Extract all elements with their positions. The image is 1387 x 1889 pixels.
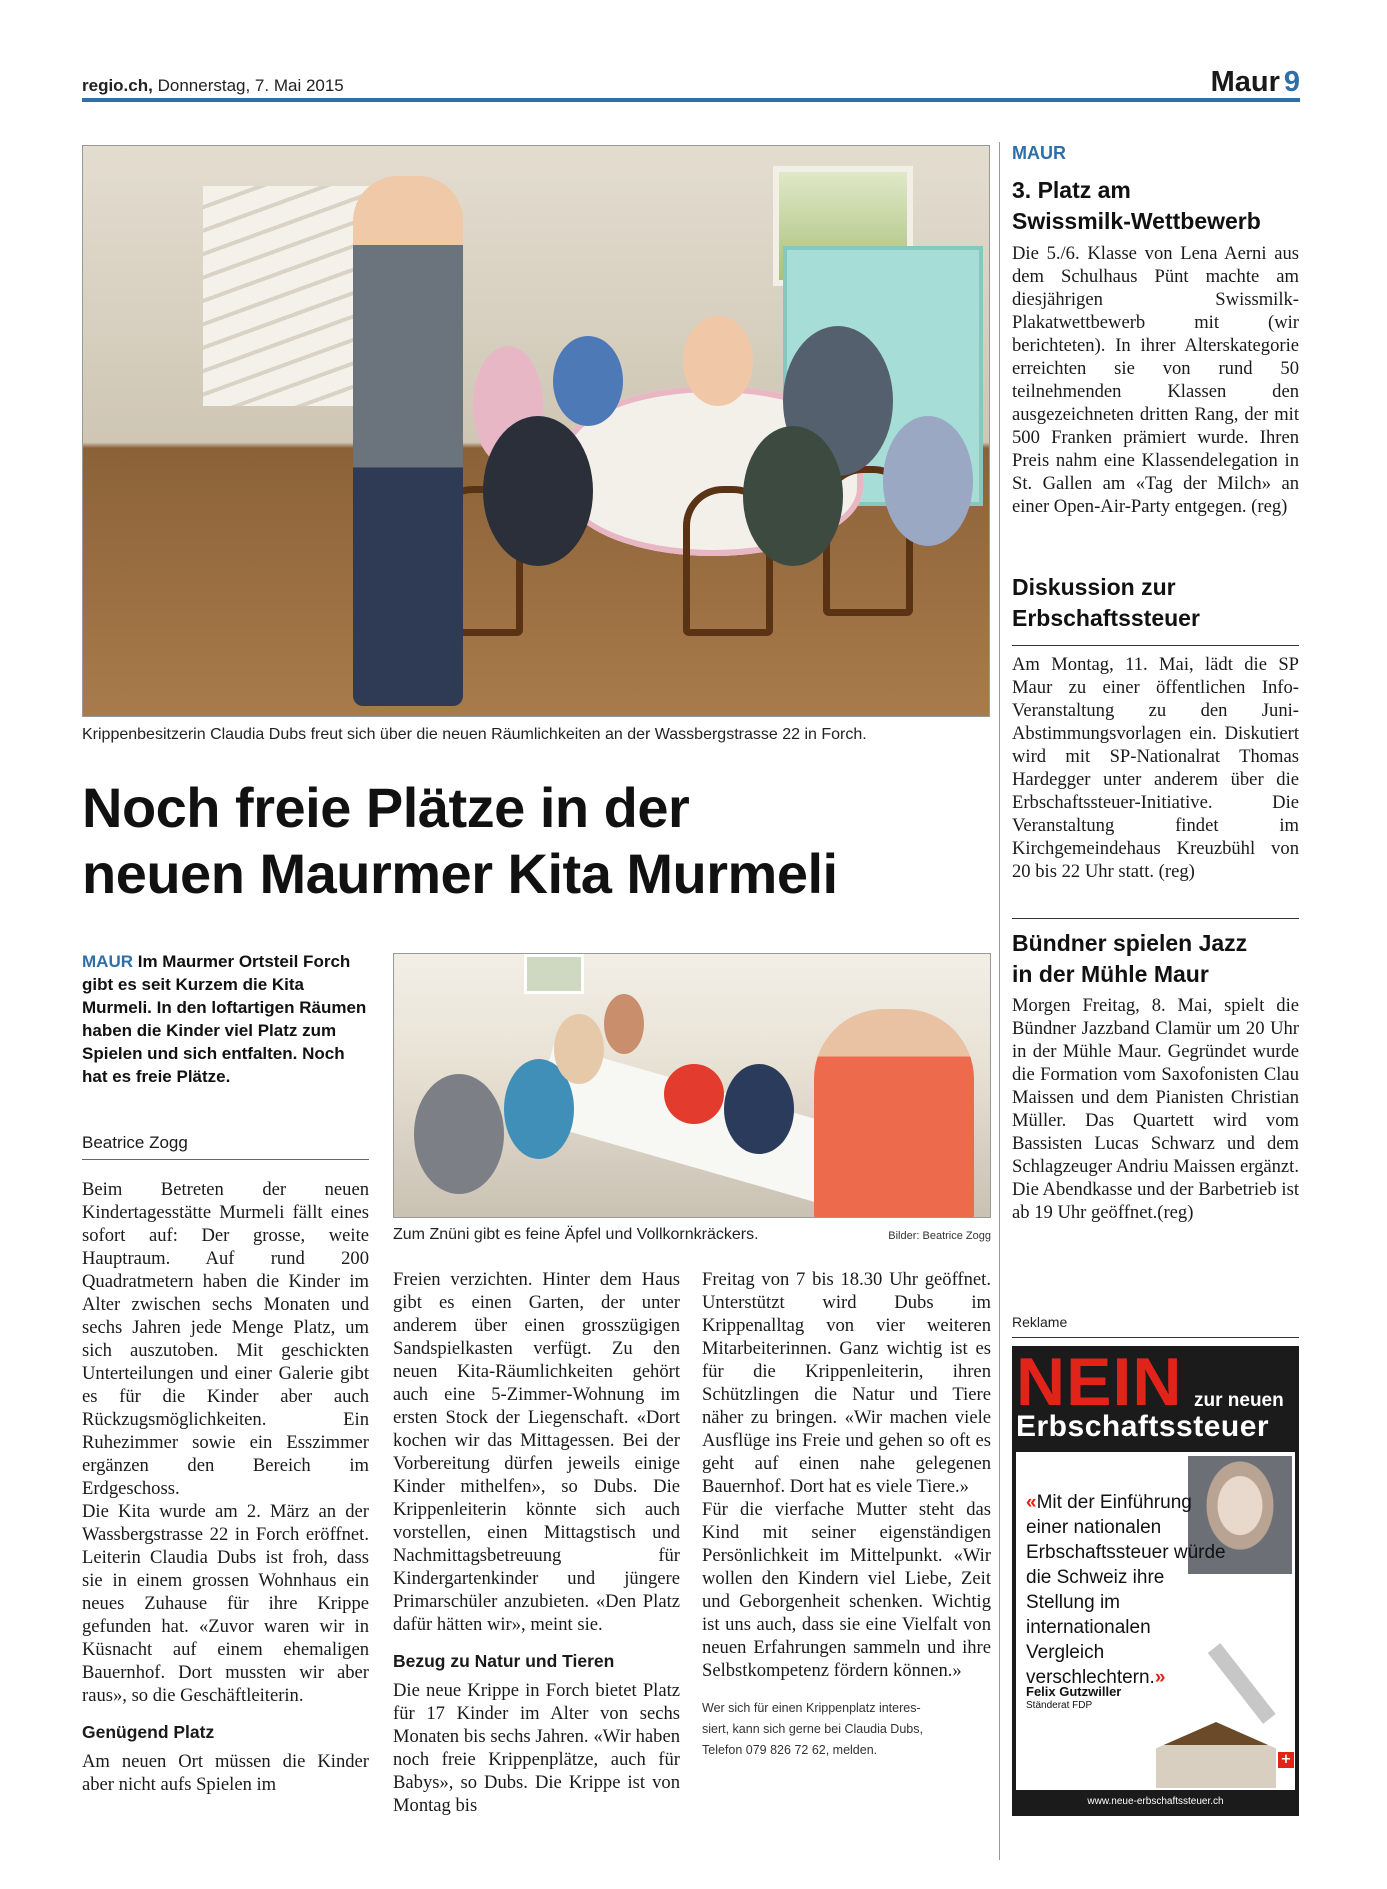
sidebar-item3-title — [1012, 928, 1302, 990]
section-name: Maur — [1210, 66, 1280, 98]
quote-open-icon: « — [1026, 1492, 1037, 1513]
photo-child — [604, 994, 644, 1054]
body-paragraph: Freitag von 7 bis 18.30 Uhr geöffnet. Unterstützt wird Dubs im Krippenalltag von vier weiteren Mitarbeiterinnen. Ganz wichtig ist es für die Krippenleiterin, ihren Schützlingen die Natur und Tiere näher zu bringen. «Wir machen viele Ausflüge ins Freie und gehen so oft es geht auf einen nahe gelegenen Bauernhof. Dort hat es viele Tiere.» — [702, 1269, 991, 1497]
photo-child — [743, 426, 843, 566]
photo-child — [724, 1064, 794, 1154]
body-paragraph: Am neuen Ort müssen die Kinder aber nicht aufs Spielen im — [82, 1751, 369, 1795]
title-line: Bündner spielen Jazz — [1012, 930, 1248, 956]
column-divider — [999, 142, 1000, 1860]
photo-woman — [353, 176, 463, 706]
title-line: Erbschaftssteuer — [1012, 605, 1200, 631]
photo-window — [524, 954, 584, 994]
sidebar-item3-text: Morgen Freitag, 8. Mai, spielt die Bündner Jazzband Clamür um 20 Uhr in der Mühle Maur. Gegründet wurde die Formation vom Saxofonisten Clau Maissen und dem Pianisten Christian Müller. Das Quartett wird vom Bassisten Lucas Schwarz und dem Schlagzeuger Andriu Maissen ergänzt. Die Abendkasse und der Barbetrieb ist ab 19 Uhr geöffnet.(reg) — [1012, 995, 1299, 1223]
body-paragraph: Die Kita wurde am 2. März an der Wassbergstrasse 22 in Forch eröffnet. Leiterin Claudia Dubs ist froh, dass sie in einem grossen Wohnhaus ein neues Zuhause für ihre Krippe gefunden hat. «Zuvor waren wir in Küsnacht auf einem ehemaligen Bauernhof. Dort mussten wir aber raus», so die Geschäftleiterin. — [82, 1501, 369, 1706]
section-page — [1211, 66, 1300, 99]
caption-text: Zum Znüni gibt es feine Äpfel und Vollkornkräckers. — [393, 1226, 759, 1243]
article-headline — [82, 775, 992, 907]
photo-bottle — [664, 1064, 724, 1124]
advertisement — [1012, 1346, 1299, 1816]
contact-line: Telefon 079 826 72 62, melden. — [702, 1743, 878, 1757]
title-line: Diskussion zur — [1012, 574, 1176, 600]
photo-child — [414, 1074, 504, 1194]
main-photo — [82, 145, 990, 717]
title-line: 3. Platz am — [1012, 177, 1131, 203]
photo-teacher — [814, 1009, 974, 1218]
body-paragraph: Beim Betreten der neuen Kindertagesstätte Murmeli fällt eines sofort auf: Der grosse, weite Hauptraum. Auf rund 200 Quadratmetern haben die Kinder im Alter zwischen sechs Monaten und sechs Jahren jede Menge Platz, um sich auszutoben. Mit geschickten Unterteilungen und einer Galerie gibt es für die Kinder aber auch Rückzugsmöglichkeiten. Ein Ruhezimmer sowie ein Esszimmer ergänzen den Bereich im Erdgeschoss. — [82, 1179, 369, 1499]
quote-close-icon: » — [1154, 1667, 1166, 1688]
sidebar-rule — [1012, 918, 1299, 919]
house-icon — [1156, 1722, 1276, 1788]
sidebar-item2-text: Am Montag, 11. Mai, lädt die SP Maur zu einer öffentlichen Info-Veranstaltung zu den Juni-Abstimmungsvorlagen ein. Diskutiert wird mit SP-Nationalrat Thomas Hardegger unter anderem über die Erbschaftssteuer-Initiative. Die Veranstaltung findet im Kirchgemeindehaus Kreuzbühl von 20 bis 22 Uhr statt. (reg) — [1012, 654, 1299, 882]
publication-date — [82, 76, 344, 96]
headline-line-1: Noch freie Plätze in der — [82, 776, 690, 839]
title-line: in der Mühle Maur — [1012, 961, 1209, 987]
headline-line-2: neuen Maurmer Kita Murmeli — [82, 842, 838, 905]
ad-zur-text: zur neuen — [1194, 1390, 1284, 1411]
contact-line: siert, kann sich gerne bei Claudia Dubs, — [702, 1722, 923, 1736]
ad-nein-text: NEIN — [1016, 1346, 1183, 1420]
sidebar-item1-text: Die 5./6. Klasse von Lena Aerni aus dem Schulhaus Pünt machte am diesjährigen Swissmilk-Plakatwettbewerb mit (wir berichteten). In ihrer Alterskategorie erreichten sie von rund 50 teilnehmenden Klassen den ausgezeichneten dritten Rang, der mit 500 Franken prämiert wurde. Ihren Preis nahm eine Klassendelegation in St. Gallen am «Tag der Milch» an einer Open-Air-Party entgegen. (reg) — [1012, 243, 1299, 517]
sidebar-rule — [1012, 1337, 1299, 1338]
ad-person-role: Ständerat FDP — [1026, 1700, 1093, 1711]
swiss-flag-icon: + — [1278, 1752, 1294, 1768]
ad-label: Reklame — [1012, 1314, 1068, 1330]
body-paragraph: Freien verzichten. Hinter dem Haus gibt es einen Garten, der unter anderem über einen grosszügigen Sandspielkasten verfügt. Zu den neuen Kita-Räumlichkeiten gehört auch eine 5-Zimmer-Wohnung im ersten Stock der Liegenschaft. «Dort kochen wir das Mittagessen. Bei der Vorbereitung dürfen jeweils einige Kinder mithelfen», so Dubs. Die Krippenleiterin könnte sich auch vorstellen, einen Mittagstisch und Nachmittagsbetreuung für Kindergartenkinder und jüngere Primarschüler anzubieten. «Den Platz dafür hätten wir», meint sie. — [393, 1269, 680, 1635]
ad-quote — [1026, 1490, 1226, 1690]
ad-erbschaftssteuer-text: Erbschaftssteuer — [1016, 1410, 1270, 1443]
title-line: Swissmilk-Wettbewerb — [1012, 208, 1261, 234]
article-column-3 — [702, 1268, 991, 1761]
issue-date: Donnerstag, 7. Mai 2015 — [157, 76, 344, 95]
article-column-1 — [82, 1178, 369, 1796]
contact-line: Wer sich für einen Krippenplatz interes- — [702, 1701, 921, 1715]
sidebar-kicker: MAUR — [1012, 143, 1066, 163]
second-photo — [393, 953, 991, 1218]
body-paragraph: Für die vierfache Mutter steht das Kind mit seiner eigenständigen Persönlichkeit im Mittelpunkt. «Wir wollen den Kindern viel Liebe, Zeit und Geborgenheit schenken. Wichtig ist uns auch, dass sie eine Vielfalt von neuen Erfahrungen sammeln und ihre Selbstkompetenz fördern können.» — [702, 1499, 991, 1681]
article-author: Beatrice Zogg — [82, 1133, 369, 1160]
photo-credit: Bilder: Beatrice Zogg — [888, 1230, 991, 1242]
ad-quote-text: Mit der Einführung einer nationalen Erbschaftssteuer würde die Schweiz ihre Stellung im internationalen Vergleich verschlechtern. — [1026, 1492, 1226, 1688]
contact-info — [702, 1698, 991, 1761]
subheading: Bezug zu Natur und Tieren — [393, 1651, 615, 1671]
photo-stairs — [203, 186, 373, 406]
second-photo-caption — [393, 1226, 991, 1244]
photo-child — [483, 416, 593, 566]
main-photo-caption: Krippenbesitzerin Claudia Dubs freut sich über die neuen Räumlichkeiten an der Wassbergstrasse 22 in Forch. — [82, 726, 867, 743]
photo-child — [683, 316, 753, 406]
article-lead — [82, 950, 369, 1088]
page-header — [82, 64, 1300, 102]
ad-person-name: Felix Gutzwiller — [1026, 1684, 1122, 1699]
photo-child — [554, 1014, 604, 1084]
photo-child — [553, 336, 623, 426]
sidebar-rule — [1012, 645, 1299, 646]
lead-kicker: MAUR — [82, 952, 133, 971]
publication-name: regio.ch, — [82, 76, 153, 95]
lead-text: Im Maurmer Ortsteil Forch gibt es seit Kurzem die Kita Murmeli. In den loftartigen Räumen haben die Kinder viel Platz zum Spielen und sich entfalten. Noch hat es freie Plätze. — [82, 952, 367, 1086]
subheading: Genügend Platz — [82, 1722, 215, 1742]
ad-url: www.neue-erbschaftssteuer.ch — [1087, 1796, 1224, 1807]
article-column-2 — [393, 1268, 680, 1817]
sidebar-item2-title — [1012, 572, 1302, 634]
body-paragraph: Die neue Krippe in Forch bietet Platz für 17 Kinder im Alter von sechs Monaten bis sechs Jahren. «Wir haben noch freie Krippenplätze, auch für Babys», so Dubs. Die Krippe ist von Montag bis — [393, 1680, 680, 1816]
sidebar-item1-title — [1012, 175, 1302, 237]
photo-child — [883, 416, 973, 546]
ad-panel — [1016, 1452, 1295, 1790]
page-number: 9 — [1283, 66, 1300, 98]
